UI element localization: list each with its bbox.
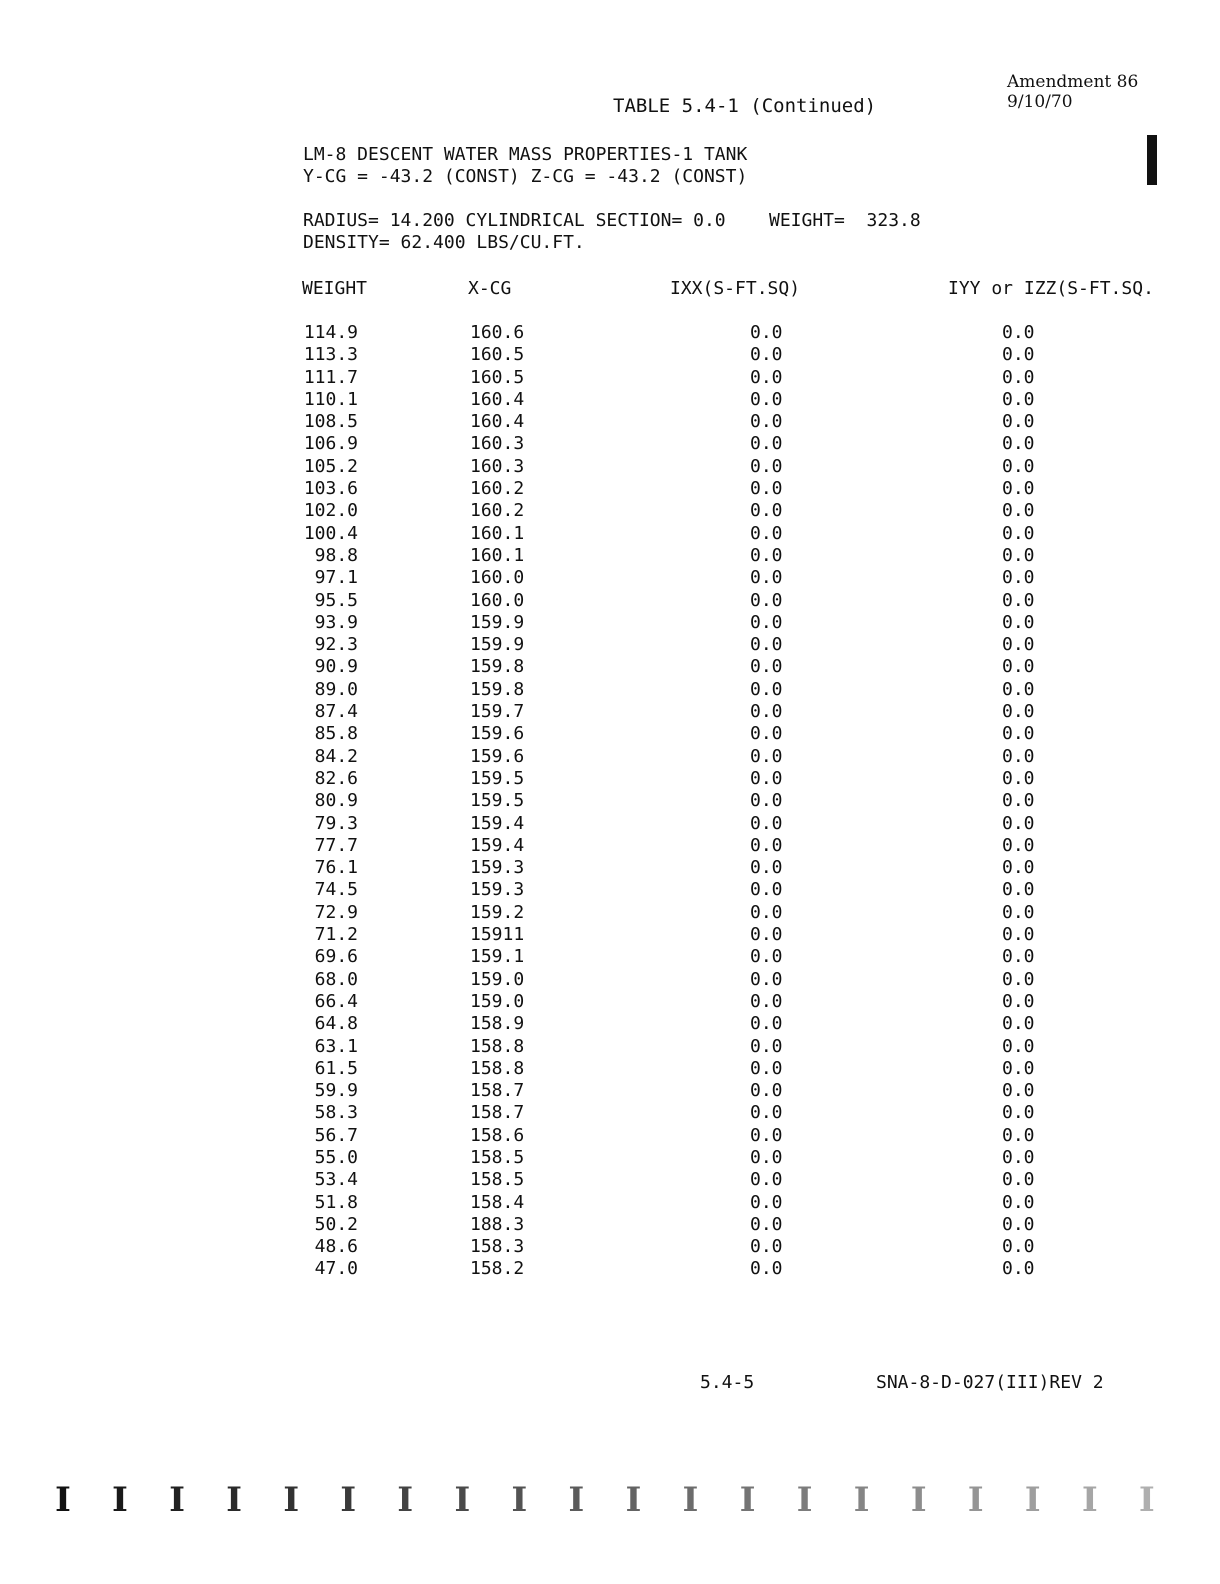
xcg-cell: 158.4: [470, 1191, 525, 1213]
xcg-cell: 159.4: [470, 812, 525, 834]
xcg-cell: 160.0: [470, 589, 525, 611]
table-row: [290, 523, 1082, 545]
scan-mark: I: [112, 1480, 128, 1520]
ixx-cell: 0.0: [750, 433, 783, 455]
xcg-cell: 159.6: [470, 723, 525, 745]
table-title: TABLE 5.4-1 (Continued): [613, 95, 877, 117]
ixx-cell: 0.0: [750, 879, 783, 901]
weight-cell: 64.8: [314, 1013, 358, 1035]
scan-mark: I: [625, 1480, 642, 1520]
table-row: [290, 567, 1082, 589]
table-row: [290, 612, 1082, 634]
weight-cell: 51.8: [314, 1191, 358, 1213]
xcg-cell: 159.5: [470, 790, 525, 812]
weight-cell: 66.4: [314, 990, 358, 1012]
ixx-cell: 0.0: [750, 656, 783, 678]
scan-mark: I: [568, 1480, 585, 1520]
iyy-izz-cell: 0.0: [1002, 1124, 1035, 1146]
weight-cell: 102.0: [303, 500, 358, 522]
weight-cell: 89.0: [314, 678, 358, 700]
iyy-izz-cell: 0.0: [1002, 411, 1035, 433]
ixx-cell: 0.0: [750, 968, 783, 990]
iyy-izz-cell: 0.0: [1002, 968, 1035, 990]
table-row: [290, 1080, 1082, 1102]
amendment-date: 9/10/70: [1007, 92, 1073, 112]
xcg-cell: 159.8: [470, 656, 525, 678]
iyy-izz-cell: 0.0: [1002, 1191, 1035, 1213]
xcg-cell: 160.2: [470, 500, 525, 522]
xcg-cell: 159.3: [470, 857, 525, 879]
scan-mark: I: [739, 1480, 756, 1520]
table-row: [290, 813, 1082, 835]
ixx-cell: 0.0: [750, 388, 783, 410]
ixx-cell: 0.0: [750, 1057, 783, 1079]
xcg-cell: 158.7: [470, 1102, 525, 1124]
ixx-cell: 0.0: [750, 901, 783, 923]
table-row: [290, 456, 1082, 478]
table-row: [290, 478, 1082, 500]
iyy-izz-cell: 0.0: [1002, 1258, 1035, 1280]
ixx-cell: 0.0: [750, 455, 783, 477]
ixx-cell: 0.0: [750, 500, 783, 522]
xcg-cell: 160.4: [470, 388, 525, 410]
weight-cell: 63.1: [314, 1035, 358, 1057]
weight-cell: 95.5: [314, 589, 358, 611]
iyy-izz-cell: 0.0: [1002, 834, 1035, 856]
weight-cell: 68.0: [314, 968, 358, 990]
scan-mark: I: [910, 1480, 927, 1520]
ixx-cell: 0.0: [750, 478, 783, 500]
heading-line-2: Y-CG = -43.2 (CONST) Z-CG = -43.2 (CONST): [303, 166, 748, 187]
xcg-cell: 158.9: [470, 1013, 525, 1035]
xcg-cell: 160.3: [470, 433, 525, 455]
xcg-cell: 160.4: [470, 411, 525, 433]
xcg-cell: 159.0: [470, 990, 525, 1012]
table-row: [290, 1169, 1082, 1191]
ixx-cell: 0.0: [750, 790, 783, 812]
iyy-izz-cell: 0.0: [1002, 1236, 1035, 1258]
iyy-izz-cell: 0.0: [1002, 1102, 1035, 1124]
iyy-izz-cell: 0.0: [1002, 946, 1035, 968]
weight-cell: 84.2: [314, 745, 358, 767]
ixx-cell: 0.0: [750, 344, 783, 366]
table-row: [290, 344, 1082, 366]
weight-cell: 77.7: [314, 834, 358, 856]
xcg-cell: 158.8: [470, 1035, 525, 1057]
scan-mark: I: [511, 1480, 528, 1520]
ixx-cell: 0.0: [750, 1124, 783, 1146]
xcg-cell: 159.6: [470, 745, 525, 767]
table-row: [290, 924, 1082, 946]
table-row: [290, 1192, 1082, 1214]
xcg-cell: 158.5: [470, 1146, 525, 1168]
iyy-izz-cell: 0.0: [1002, 1169, 1035, 1191]
iyy-izz-cell: 0.0: [1002, 544, 1035, 566]
table-row: [290, 1036, 1082, 1058]
scan-mark: I: [454, 1480, 471, 1520]
iyy-izz-cell: 0.0: [1002, 611, 1035, 633]
iyy-izz-cell: 0.0: [1002, 1057, 1035, 1079]
iyy-izz-cell: 0.0: [1002, 723, 1035, 745]
ixx-cell: 0.0: [750, 1236, 783, 1258]
weight-cell: 108.5: [303, 411, 358, 433]
scan-mark: I: [967, 1480, 984, 1520]
ixx-cell: 0.0: [750, 924, 783, 946]
scan-mark: I: [1138, 1480, 1155, 1520]
iyy-izz-cell: 0.0: [1002, 1146, 1035, 1168]
xcg-cell: 158.2: [470, 1258, 525, 1280]
amendment-number: Amendment 86: [1007, 72, 1139, 92]
table-row: [290, 545, 1082, 567]
weight-cell: 79.3: [314, 812, 358, 834]
iyy-izz-cell: 0.0: [1002, 522, 1035, 544]
iyy-izz-cell: 0.0: [1002, 857, 1035, 879]
table-row: [290, 367, 1082, 389]
xcg-cell: 159.0: [470, 968, 525, 990]
ixx-cell: 0.0: [750, 1102, 783, 1124]
document-number: SNA-8-D-027(III)REV 2: [876, 1372, 1104, 1393]
xcg-cell: 160.1: [470, 544, 525, 566]
xcg-cell: 160.1: [470, 522, 525, 544]
xcg-cell: 159.1: [470, 946, 525, 968]
column-header-ixx: IXX(S-FT.SQ): [670, 278, 801, 299]
ixx-cell: 0.0: [750, 834, 783, 856]
ixx-cell: 0.0: [750, 1080, 783, 1102]
xcg-cell: 158.8: [470, 1057, 525, 1079]
xcg-cell: 160.0: [470, 567, 525, 589]
ixx-cell: 0.0: [750, 589, 783, 611]
xcg-cell: 160.3: [470, 455, 525, 477]
table-row: [290, 322, 1082, 344]
weight-cell: 93.9: [314, 611, 358, 633]
xcg-cell: 160.6: [470, 322, 525, 343]
iyy-izz-cell: 0.0: [1002, 455, 1035, 477]
iyy-izz-cell: 0.0: [1002, 812, 1035, 834]
xcg-cell: 158.5: [470, 1169, 525, 1191]
table-row: [290, 969, 1082, 991]
table-row: [290, 991, 1082, 1013]
xcg-cell: 159.3: [470, 879, 525, 901]
weight-cell: 53.4: [314, 1169, 358, 1191]
table-row: [290, 835, 1082, 857]
iyy-izz-cell: 0.0: [1002, 388, 1035, 410]
iyy-izz-cell: 0.0: [1002, 366, 1035, 388]
ixx-cell: 0.0: [750, 723, 783, 745]
table-row: [290, 679, 1082, 701]
ixx-cell: 0.0: [750, 946, 783, 968]
table-row: [290, 411, 1082, 433]
table-row: [290, 746, 1082, 768]
table-row: [290, 723, 1082, 745]
ixx-cell: 0.0: [750, 411, 783, 433]
iyy-izz-cell: 0.0: [1002, 767, 1035, 789]
iyy-izz-cell: 0.0: [1002, 433, 1035, 455]
xcg-cell: 158.7: [470, 1080, 525, 1102]
iyy-izz-cell: 0.0: [1002, 990, 1035, 1012]
xcg-cell: 160.5: [470, 344, 525, 366]
weight-cell: 55.0: [314, 1146, 358, 1168]
mass-properties-table: [290, 322, 1082, 1281]
iyy-izz-cell: 0.0: [1002, 500, 1035, 522]
table-row: [290, 1147, 1082, 1169]
scan-mark: I: [1024, 1480, 1041, 1520]
ixx-cell: 0.0: [750, 634, 783, 656]
table-row: [290, 946, 1082, 968]
weight-cell: 82.6: [314, 767, 358, 789]
weight-cell: 69.6: [314, 946, 358, 968]
table-row: [290, 1258, 1082, 1280]
table-row: [290, 1125, 1082, 1147]
scan-mark: I: [1081, 1480, 1098, 1520]
weight-cell: 103.6: [303, 478, 358, 500]
table-row: [290, 590, 1082, 612]
ixx-cell: 0.0: [750, 812, 783, 834]
iyy-izz-cell: 0.0: [1002, 478, 1035, 500]
ixx-cell: 0.0: [750, 1013, 783, 1035]
iyy-izz-cell: 0.0: [1002, 322, 1035, 343]
table-row: [290, 790, 1082, 812]
xcg-cell: 159.2: [470, 901, 525, 923]
iyy-izz-cell: 0.0: [1002, 344, 1035, 366]
iyy-izz-cell: 0.0: [1002, 567, 1035, 589]
weight-cell: 114.9: [303, 322, 358, 343]
scan-mark: I: [397, 1480, 414, 1520]
weight-cell: 100.4: [303, 522, 358, 544]
table-row: [290, 857, 1082, 879]
iyy-izz-cell: 0.0: [1002, 1213, 1035, 1235]
page-number: 5.4-5: [700, 1372, 755, 1393]
weight-cell: 105.2: [303, 455, 358, 477]
iyy-izz-cell: 0.0: [1002, 1080, 1035, 1102]
iyy-izz-cell: 0.0: [1002, 589, 1035, 611]
scan-mark: I: [169, 1480, 185, 1520]
weight-cell: 47.0: [314, 1258, 358, 1280]
column-header-weight: WEIGHT: [302, 278, 368, 299]
scan-mark: I: [283, 1480, 300, 1520]
ixx-cell: 0.0: [750, 366, 783, 388]
xcg-cell: 159.9: [470, 611, 525, 633]
iyy-izz-cell: 0.0: [1002, 634, 1035, 656]
ixx-cell: 0.0: [750, 1191, 783, 1213]
weight-cell: 87.4: [314, 701, 358, 723]
xcg-cell: 15911: [470, 924, 525, 946]
ixx-cell: 0.0: [750, 322, 783, 343]
iyy-izz-cell: 0.0: [1002, 745, 1035, 767]
weight-cell: 113.3: [303, 344, 358, 366]
ixx-cell: 0.0: [750, 857, 783, 879]
xcg-cell: 158.6: [470, 1124, 525, 1146]
change-bar: [1147, 135, 1157, 185]
heading-line-1: LM-8 DESCENT WATER MASS PROPERTIES-1 TANK: [303, 144, 748, 165]
ixx-cell: 0.0: [750, 544, 783, 566]
table-row: [290, 634, 1082, 656]
table-row: [290, 1058, 1082, 1080]
table-row: [290, 656, 1082, 678]
ixx-cell: 0.0: [750, 701, 783, 723]
weight-cell: 74.5: [314, 879, 358, 901]
ixx-cell: 0.0: [750, 767, 783, 789]
weight-cell: 48.6: [314, 1236, 358, 1258]
scan-mark: I: [226, 1480, 243, 1520]
ixx-cell: 0.0: [750, 678, 783, 700]
column-header-xcg: X-CG: [468, 278, 512, 299]
heading-line-4: DENSITY= 62.400 LBS/CU.FT.: [303, 232, 585, 253]
table-row: [290, 1214, 1082, 1236]
table-row: [290, 879, 1082, 901]
scan-mark: I: [796, 1480, 813, 1520]
weight-cell: 72.9: [314, 901, 358, 923]
scan-mark: I: [853, 1480, 870, 1520]
weight-cell: 61.5: [314, 1057, 358, 1079]
weight-cell: 76.1: [314, 857, 358, 879]
weight-cell: 92.3: [314, 634, 358, 656]
xcg-cell: 188.3: [470, 1213, 525, 1235]
column-header-iyy-izz: IYY or IZZ(S-FT.SQ.: [948, 278, 1154, 299]
ixx-cell: 0.0: [750, 567, 783, 589]
ixx-cell: 0.0: [750, 1169, 783, 1191]
xcg-cell: 159.5: [470, 767, 525, 789]
table-row: [290, 768, 1082, 790]
scan-mark: I: [682, 1480, 699, 1520]
xcg-cell: 160.2: [470, 478, 525, 500]
ixx-cell: 0.0: [750, 990, 783, 1012]
iyy-izz-cell: 0.0: [1002, 656, 1035, 678]
xcg-cell: 160.5: [470, 366, 525, 388]
ixx-cell: 0.0: [750, 745, 783, 767]
xcg-cell: 159.9: [470, 634, 525, 656]
scan-mark: I: [340, 1480, 357, 1520]
weight-cell: 56.7: [314, 1124, 358, 1146]
amendment-block: [1007, 72, 1138, 112]
ixx-cell: 0.0: [750, 522, 783, 544]
weight-cell: 80.9: [314, 790, 358, 812]
weight-cell: 71.2: [314, 924, 358, 946]
weight-cell: 111.7: [303, 366, 358, 388]
xcg-cell: 159.8: [470, 678, 525, 700]
table-row: [290, 701, 1082, 723]
weight-cell: 106.9: [303, 433, 358, 455]
iyy-izz-cell: 0.0: [1002, 701, 1035, 723]
iyy-izz-cell: 0.0: [1002, 1013, 1035, 1035]
table-body: [290, 322, 1082, 1281]
bottom-scan-marks: [55, 1482, 1155, 1518]
weight-cell: 90.9: [314, 656, 358, 678]
iyy-izz-cell: 0.0: [1002, 1035, 1035, 1057]
heading-line-3: RADIUS= 14.200 CYLINDRICAL SECTION= 0.0 WEIGHT= 323.8: [303, 210, 921, 231]
weight-cell: 98.8: [314, 544, 358, 566]
iyy-izz-cell: 0.0: [1002, 879, 1035, 901]
weight-cell: 85.8: [314, 723, 358, 745]
weight-cell: 58.3: [314, 1102, 358, 1124]
table-row: [290, 1236, 1082, 1258]
iyy-izz-cell: 0.0: [1002, 924, 1035, 946]
xcg-cell: 159.7: [470, 701, 525, 723]
xcg-cell: 158.3: [470, 1236, 525, 1258]
iyy-izz-cell: 0.0: [1002, 790, 1035, 812]
iyy-izz-cell: 0.0: [1002, 901, 1035, 923]
table-row: [290, 389, 1082, 411]
weight-cell: 110.1: [303, 388, 358, 410]
table-row: [290, 902, 1082, 924]
ixx-cell: 0.0: [750, 1258, 783, 1280]
table-row: [290, 1102, 1082, 1124]
ixx-cell: 0.0: [750, 611, 783, 633]
xcg-cell: 159.4: [470, 834, 525, 856]
table-row: [290, 433, 1082, 455]
weight-cell: 97.1: [314, 567, 358, 589]
iyy-izz-cell: 0.0: [1002, 678, 1035, 700]
scan-mark: I: [55, 1480, 71, 1520]
weight-cell: 59.9: [314, 1080, 358, 1102]
ixx-cell: 0.0: [750, 1035, 783, 1057]
table-row: [290, 500, 1082, 522]
ixx-cell: 0.0: [750, 1146, 783, 1168]
ixx-cell: 0.0: [750, 1213, 783, 1235]
weight-cell: 50.2: [314, 1213, 358, 1235]
table-row: [290, 1013, 1082, 1035]
